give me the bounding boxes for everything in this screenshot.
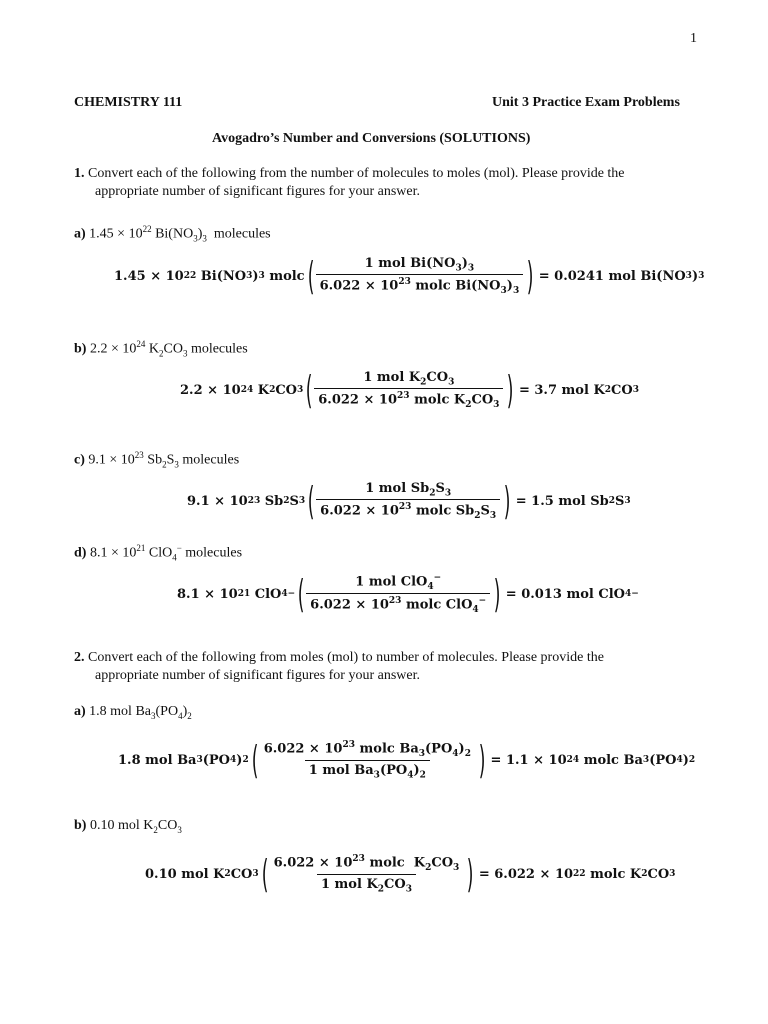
question-2-prompt: [74, 649, 714, 667]
question-1-prompt: [74, 165, 714, 183]
q1c-fraction: $\frac{1 mol Sb_2S_3}{6.022 \times 10^{23} molc Sb_2S_3}$: [316, 481, 500, 522]
question-1-number: 1.: [74, 166, 85, 181]
unit-title: Unit 3 Practice Exam Problems: [492, 95, 680, 110]
q1c-equation: 9.1 × 10 23 Sb 2 S 3 ( $\frac{1 mol Sb_2S_3}{6.022 \times 10^{23} molc Sb_2S_3}$ ) = 1.5 mol Sb 2 S 3: [187, 479, 631, 523]
q2a-equation: 1.8 mol Ba 3 (PO 4 ) 2 ( $\frac{6.022 \times 10^{23} molc Ba_3(PO_4)_2}{1 mol Ba_3(PO_4)_2}$ ) = 1.1 × 10 24 molc Ba 3 (PO 4 ) 2: [118, 738, 696, 782]
question-1-text-line1: Convert each of the following from the number of molecules to moles (mol). Please provide the: [88, 166, 625, 181]
q1a-answer: 0.0241: [554, 268, 604, 284]
q1a-coef: 1.45: [89, 226, 114, 242]
q1d-answer: 0.013: [521, 586, 562, 602]
q2a-prompt: a) 1.8 mol $Ba_3(PO_4)_2$: [74, 704, 192, 721]
q1c-answer: 1.5: [531, 493, 554, 509]
page-number: 1: [690, 31, 697, 46]
question-2-text-line2: appropriate number of significant figures for your answer.: [95, 668, 421, 683]
q1b-equation: 2.2 × 10 24 K 2 CO 3 ( $\frac{1 mol K_2CO_3}{6.022 \times 10^{23} molc K_2CO_3}$ ) = 3.7 mol K 2 CO 3: [180, 368, 639, 412]
q2b-answer-coef: 6.022: [494, 866, 535, 882]
q1c-prompt: c) $9.1 \times 10^{23}$ $Sb_2S_3$ molecules: [74, 450, 240, 470]
q1d-equation: 8.1 × 10 21 ClO 4 − ( $\frac{1 mol ClO_4^-}{6.022 \times 10^{23} molc ClO_4^-}$ ) = 0.013 mol ClO 4 −: [177, 572, 639, 616]
q1a-equation: 1.45 × 10 22 Bi(NO 3 ) 3 molc ( $\frac{1 mol Bi(NO_3)_3}{6.022 \times 10^{23} molc Bi(NO_3)_3}$ ) = 0.0241 mol Bi(NO 3 ) 3: [114, 254, 705, 298]
q1d-fraction: $\frac{1 mol ClO_4^-}{6.022 \times 10^{23} molc ClO_4^-}$: [306, 573, 490, 615]
q1b-answer: 3.7: [534, 382, 557, 398]
q1a-fraction: $\frac{1 mol Bi(NO_3)_3}{6.022 \times 10^{23} molc Bi(NO_3)_3}$: [316, 256, 524, 297]
course-title: CHEMISTRY 111: [74, 95, 183, 110]
q1a-prompt: a) $1.45 \times 10^{22}$ $Bi(NO_3)_3$ molecules: [74, 224, 271, 244]
q2a-fraction: $\frac{6.022 \times 10^{23} molc Ba_3(PO_4)_2}{1 mol Ba_3(PO_4)_2}$: [263, 739, 471, 781]
q2b-prompt: b) 0.10 mol $K_2CO_3$: [74, 818, 182, 835]
question-1-text-line2: appropriate number of significant figures for your answer.: [95, 184, 421, 199]
question-2-text-line1: Convert each of the following from moles (mol) to number of molecules. Please provide the: [88, 650, 604, 665]
question-2-number: 2.: [74, 650, 85, 665]
q2b-equation: 0.10 mol K 2 CO 3 ( $\frac{6.022 \times 10^{23} molc K_2CO_3}{1 mol K_2CO_3}$ ) = 6.022 × 10 22 molc K 2 CO 3: [145, 852, 676, 896]
page-title: Avogadro’s Number and Conversions (SOLUTIONS): [212, 131, 531, 146]
q1b-prompt: b) $2.2 \times 10^{24}$ $K_2CO_3$ molecules: [74, 339, 248, 359]
q2a-answer-coef: 1.1: [505, 752, 529, 768]
q1b-fraction: $\frac{1 mol K_2CO_3}{6.022 \times 10^{23} molc K_2CO_3}$: [314, 370, 503, 411]
q1d-prompt: d) $8.1 \times 10^{21}$ ClO$_4$− molecules: [74, 543, 243, 563]
q1a-label: a): [74, 226, 86, 242]
q2b-fraction: $\frac{6.022 \times 10^{23} molc K_2CO_3}{1 mol K_2CO_3}$: [273, 853, 460, 895]
